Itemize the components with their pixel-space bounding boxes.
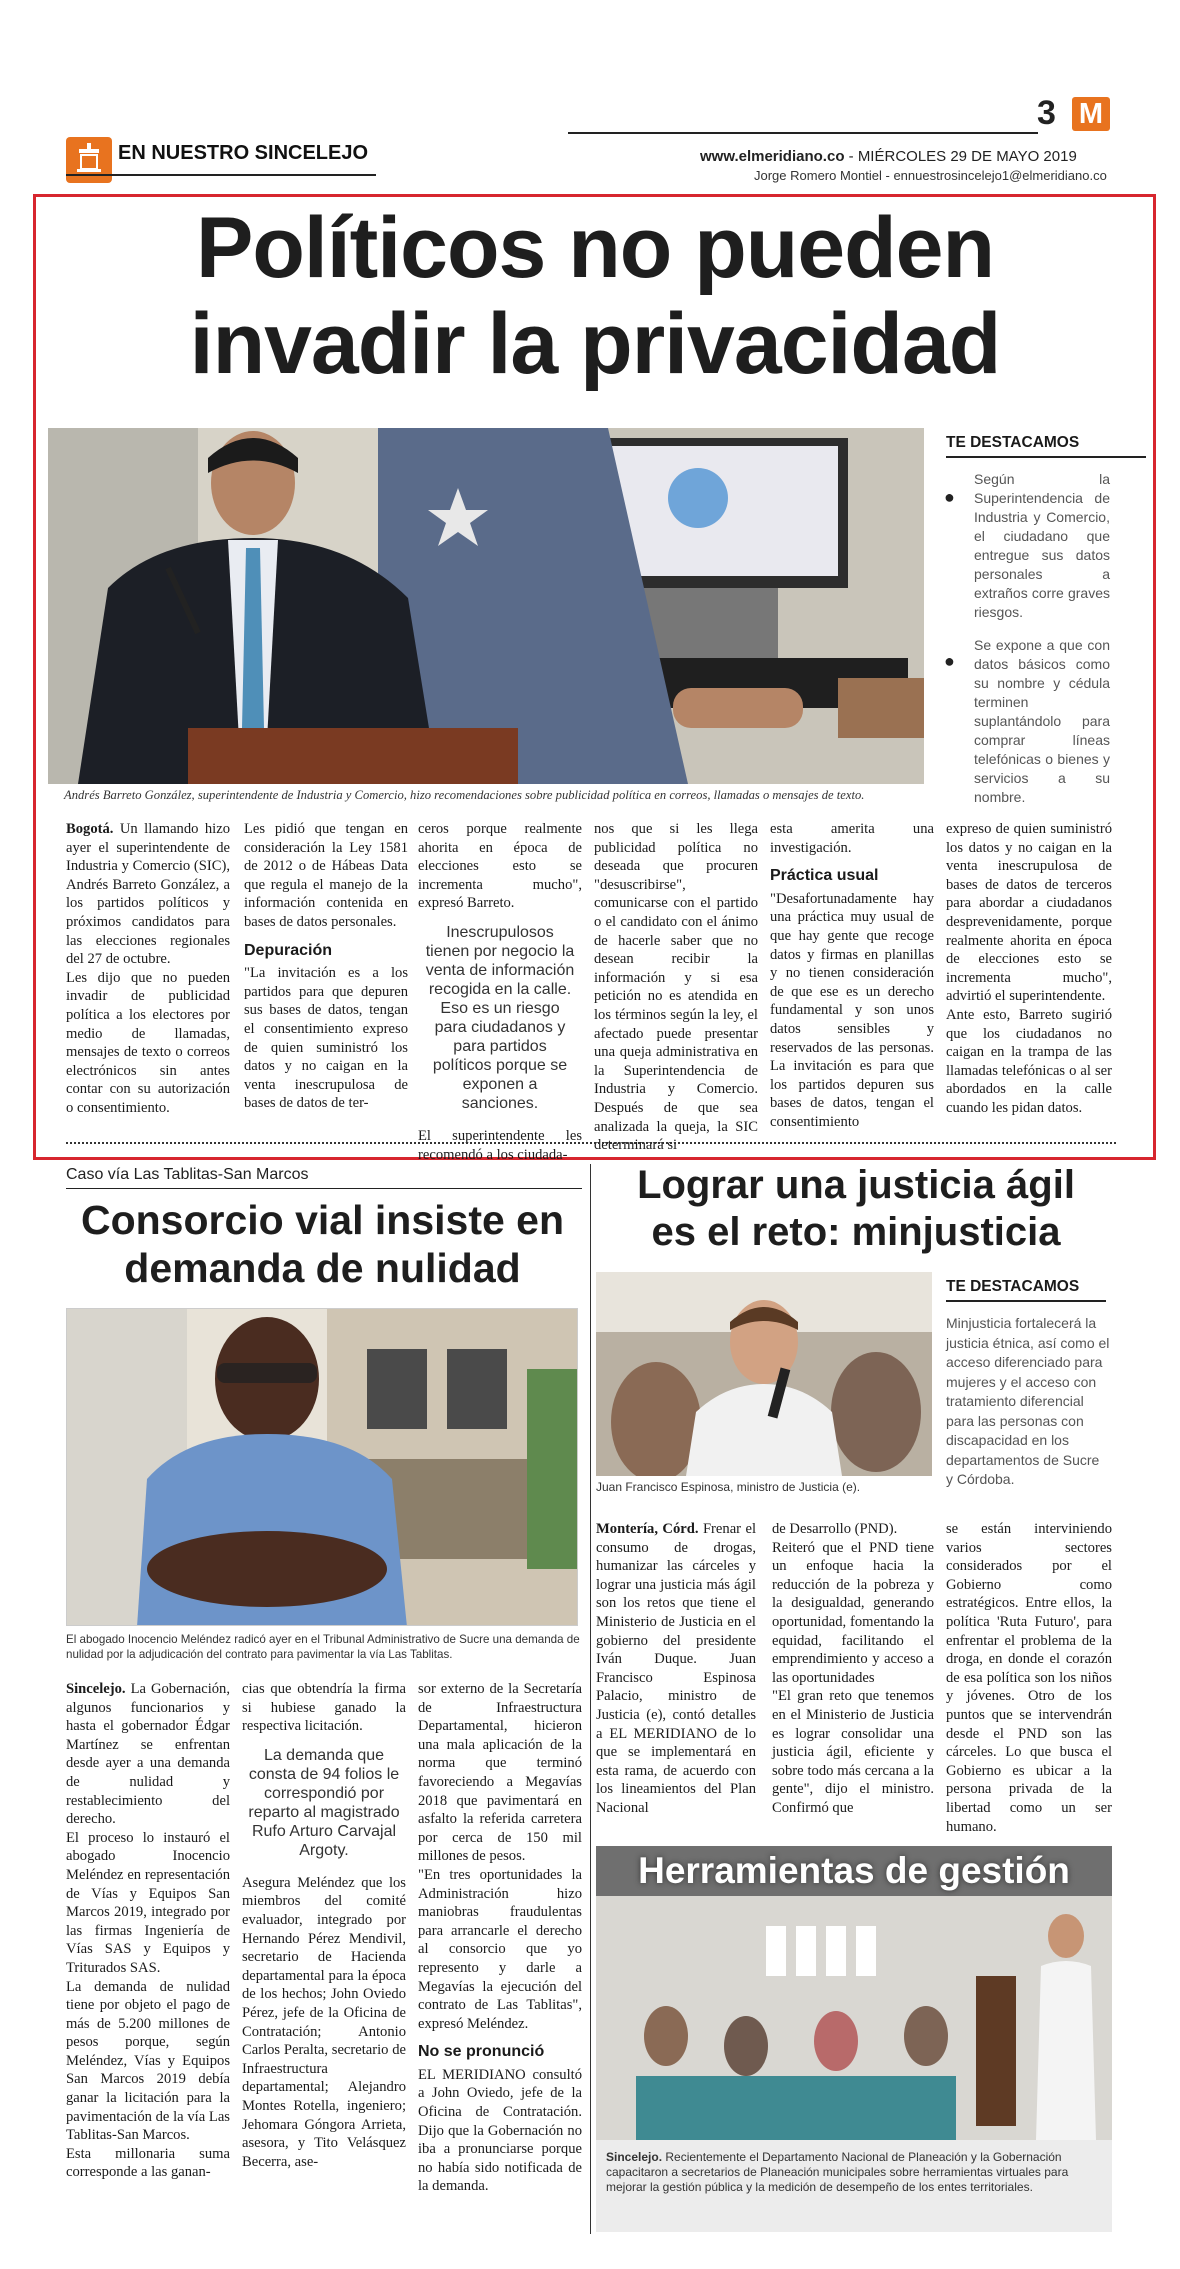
section-icon: [66, 137, 112, 183]
story1-column-3: ceros porque realmente ahorita en época de elecciones esto se incrementa mucho", expresó Barreto. Inescrupulosos tienen por negocio la venta de información recogida en la calle. Eso es un riesgo para ciudadanos y para partidos políticos porque se exponen a sanciones. El superintendente les recomendó a los ciudada-: [418, 821, 582, 1163]
story1-photo: [48, 428, 924, 784]
story3-highlights-rule: [946, 1300, 1106, 1302]
story3-highlight: Minjusticia fortalecerá la justicia étnica, así como el acceso diferenciado para mujeres y el acceso con tratamiento diferencial para las personas con discapacidad en los departamentos de Sucre y Córdoba.: [946, 1315, 1110, 1487]
story1-column-5: esta amerita una investigación. Práctica usual "Desafortunadamente hay una práctica muy usual de que hay gente que recoge datos y firmas en planillas y no tienen consideración de que ese es un derecho fundamental y son unos datos sensibles y reservados de las personas. La invitación es para que los partidos depuren sus bases de datos, tengan el consentimiento: [770, 821, 934, 1130]
story1-highlights-title: TE DESTACAMOS: [946, 434, 1080, 451]
page-number: 3: [1037, 94, 1056, 132]
story3-highlights-title: TE DESTACAMOS: [946, 1278, 1080, 1295]
story1-highlight-bullet-1: ●: [944, 487, 955, 507]
story1-column-4: nos que si les llega publicidad política no deseada que procuren "desuscribirse", comunicarse con el partido o el candidato con el ánimo de hacerle saber que no desean recibir la información y si esa petición no es atendida en los términos según la ley, el afectado puede presentar una queja administrativa en la Superintendencia de Industria y Comercio. Después de que sea analizada la queja, la SIC determinará si: [594, 821, 758, 1154]
meridiano-logo: M: [1072, 97, 1110, 131]
story4-caption: Sincelejo. Recientemente el Departamento Nacional de Planeación y la Gobernación capacitaron a secretarios de Planeación municipales sobre herramientas virtuales para mejorar la gestión pública y la medición de desempeño de los entes territoriales.: [606, 2150, 1069, 2194]
story1-highlight-bullet-2: ●: [944, 651, 955, 671]
story1-column-6: expreso de quien suministró los datos y no caigan en la venta inescrupulosa de bases de datos de terceros para abordar a ciudadanos desprevenidamente, porque realmente ahorita en época de elecciones esto se incrementa mucho", advirtió el superintendente. Ante esto, Barreto sugirió que los ciudadanos no caigan en la trampa de las llamadas telefónicas o al ser abordados en la calle cuando les pidan datos.: [946, 821, 1112, 1116]
story3-photo: [596, 1272, 932, 1476]
story3-caption: Juan Francisco Espinosa, ministro de Justicia (e).: [596, 1480, 861, 1494]
section-title: EN NUESTRO SINCELEJO: [118, 142, 369, 164]
story1-column-1: Bogotá. Un llamando hizo ayer el superintendente de Industria y Comercio (SIC), Andrés Barreto González, a los partidos políticos y próximos candidatos para las elecciones regionales del 27 de octubre. Les dijo que no pueden invadir de publicidad política a los electores por medio de llamadas, mensajes de texto o correos electrónicos sin antes contar con su autorización o consentimiento.: [66, 821, 230, 1116]
story1-headline: Políticos no pueden invadir la privacidad: [189, 200, 1001, 392]
column-divider: [590, 1164, 591, 2234]
section-underline: [66, 174, 376, 176]
story2-pull-quote: La demanda que consta de 94 folios le correspondió por reparto al magistrado Rufo Arturo Carvajal Argoty.: [248, 1746, 400, 1859]
story2-photo: [66, 1308, 578, 1626]
story2-caption: El abogado Inocencio Meléndez radicó ayer en el Tribunal Administrativo de Sucre una demanda de nulidad por la adjudicación del contrato para pavimentar la vía Las Tablitas.: [66, 1633, 580, 1661]
byline: Jorge Romero Montiel - ennuestrosincelejo1@elmeridiano.co: [754, 168, 1107, 183]
story2-kicker: Caso vía Las Tablitas-San Marcos: [66, 1166, 309, 1183]
story2-headline: Consorcio vial insiste en demanda de nulidad: [80, 1197, 565, 1291]
dateline: www.elmeridiano.co - MIÉRCOLES 29 DE MAYO 2019: [700, 148, 1077, 165]
story3-column-1: Montería, Córd. Frenar el consumo de drogas, humanizar las cárceles y lograr una justicia más ágil son los retos que tiene el Ministerio de Justicia en el gobierno del presidente Iván Duque. Juan Francisco Espinosa Palacio, ministro de Justicia (e), contó detalles a EL MERIDIANO de lo que se implementará en esta rama, de acuerdo con los lineamientos del Plan Nacional: [596, 1521, 756, 1816]
header-rule: [568, 132, 1038, 134]
story2-column-1: Sincelejo. La Gobernación, algunos funcionarios y hasta el gobernador Édgar Martínez se enfrentan desde ayer a una demanda de nulidad y restablecimiento del derecho. El proceso lo instauró el abogado Inocencio Meléndez en representación de Vías y Equipos San Marcos 2019, integrado por las firmas Ingeniería de Vías SAS y Equipos y Triturados SAS. La demanda de nulidad tiene por objeto el pago de más de 5.200 millones de pesos porque, según Meléndez, Vías y Equipos San Marcos 2019 debía ganar la licitación para la pavimentación de la vía Las Tablitas-San Marcos. Esta millonaria suma corresponde a las ganan-: [66, 1681, 230, 2181]
story2-column-2: cias que obtendría la firma si hubiese ganado la respectiva licitación. La demanda que consta de 94 folios le correspondió por reparto al magistrado Rufo Arturo Carvajal Argoty. Asegura Meléndez que los miembros del comité evaluador, integrado por Hernando Pérez Mendivil, secretario de Hacienda departamental para la época de los hechos; John Oviedo Pérez, jefe de la Oficina de Contratación; Antonio Carlos Peralta, secretario de Infraestructura departamental; Alejandro Montes Rotella, ingeniero; Jehomara Góngora Arrieta, asesora, y Tito Velásquez Becerra, ase-: [242, 1681, 406, 2170]
story1-end-rule: [66, 1142, 1116, 1146]
story1-highlight-1: Según la Superintendencia de Industria y Comercio, el ciudadano que entregue sus datos personales a extraños corre graves riesgos.: [974, 471, 1110, 620]
story1-caption: Andrés Barreto González, superintendente de Industria y Comercio, hizo recomendaciones sobre publicidad política en correos, llamadas o mensajes de texto.: [64, 788, 865, 802]
story1-highlight-2: Se expone a que con datos básicos como su nombre y cédula terminen suplantándolo para comprar líneas telefónicas o bienes y servicios a su nombre.: [974, 637, 1110, 805]
story1-pull-quote: Inescrupulosos tienen por negocio la venta de información recogida en la calle. Eso es un riesgo para ciudadanos y para partidos políticos porque se exponen a sanciones.: [425, 923, 575, 1112]
story1-column-2: Les pidió que tengan en consideración la Ley 1581 de 2012 o de Hábeas Data que regula el manejo de la información contenida en bases de datos personales. Depuración "La invitación es a los partidos para que depuren sus bases de datos, tengan el consentimiento expreso de quien suministró los datos y no caigan en la venta inescrupulosa de bases de datos de ter-: [244, 821, 408, 1112]
story3-column-2: de Desarrollo (PND). Reiteró que el PND tiene un enfoque hacia la reducción de la pobreza y la desigualdad, generando oportunidad, fomentando la equidad, facilitando el emprendimiento y acceso a las oportunidades "El gran reto que tenemos en el Ministerio de Justicia es lograr consolidar una justicia ágil, eficiente y sobre todo más cercana a la gente", dijo el ministro. Confirmó que: [772, 1521, 934, 1816]
story3-column-3: se están interviniendo varios sectores considerados por el Gobierno como estratégicos. Entre ellos, la política 'Ruta Futuro', para enfrentar el problema de la droga, en donde el corazón de esa política son los niños y jóvenes. Otro de los puntos que se intervendrán desde el PND son las cárceles. Lo que busca el Gobierno es ubicar a la persona privada de la libertad como un ser humano.: [946, 1521, 1112, 1835]
story2-column-3: sor externo de la Secretaría de Infraestructura Departamental, hicieron una mala aplicación de la norma que terminó favoreciendo a Megavías 2018 que pavimentará en asfalto la referida carretera por cerca de 150 mil millones de pesos. "En tres oportunidades la Administración hizo maniobras fraudulentas para arrancarle el derecho al consorcio que yo represento y darle a Megavías la ejecución del contrato de Las Tablitas", expresó Meléndez. No se pronunció EL MERIDIANO consultó a John Oviedo, jefe de la Oficina de Contratación. Dijo que la Gobernación no iba a pronunciarse porque no había sido notificada de la demanda.: [418, 1681, 582, 2195]
story2-kicker-rule: [66, 1188, 582, 1189]
story3-headline: Lograr una justicia ágil es el reto: minjusticia: [637, 1163, 1075, 1254]
story1-highlights-rule: [946, 456, 1146, 458]
story4-title: Herramientas de gestión: [638, 1850, 1070, 1891]
